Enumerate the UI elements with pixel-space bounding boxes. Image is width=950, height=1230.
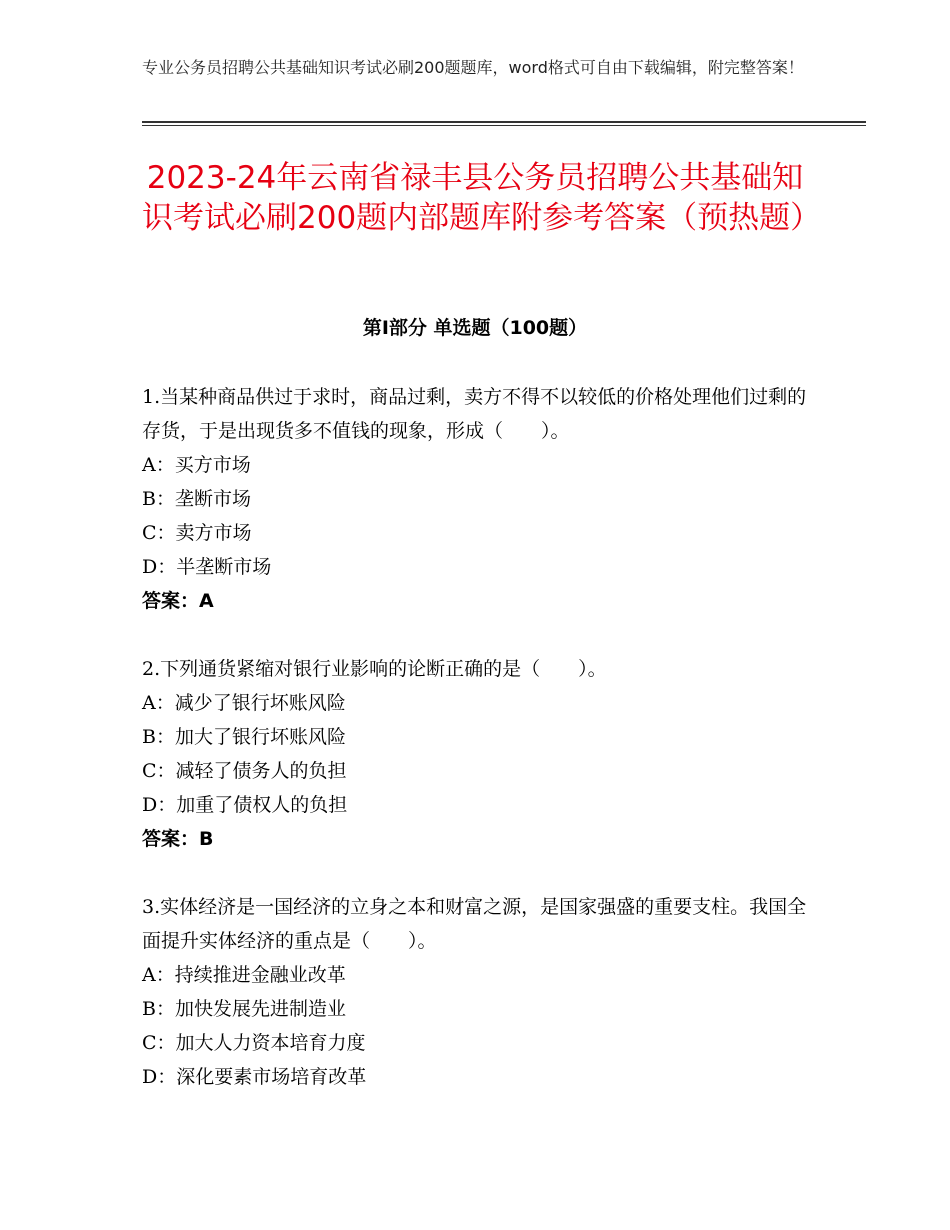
- question-1: [142, 380, 808, 618]
- option-c: C：减轻了债务人的负担: [142, 760, 347, 782]
- header-divider-thin: [142, 125, 866, 126]
- header-note: 专业公务员招聘公共基础知识考试必刷200题题库，word格式可自由下载编辑，附完整答案！: [142, 58, 804, 77]
- option-d: D：深化要素市场培育改革: [142, 1066, 367, 1088]
- question-stem: 3.实体经济是一国经济的立身之本和财富之源，是国家强盛的重要支柱。我国全面提升实体经济的重点是（ ）。: [142, 896, 807, 952]
- document-title: 2023-24年云南省禄丰县公务员招聘公共基础知识考试必刷200题内部题库附参考答案（预热题）: [142, 160, 822, 236]
- option-b: B：加大了银行坏账风险: [142, 726, 346, 748]
- question-stem: 2.下列通货紧缩对银行业影响的论断正确的是（ ）。: [142, 658, 607, 680]
- option-a: A：减少了银行坏账风险: [142, 692, 346, 714]
- option-d: D：加重了债权人的负担: [142, 794, 348, 816]
- question-3: [142, 890, 808, 1094]
- option-c: C：卖方市场: [142, 522, 252, 544]
- option-b: B：加快发展先进制造业: [142, 998, 346, 1020]
- answer-line: 答案：B: [142, 828, 214, 850]
- section-title: 第Ⅰ部分 单选题（100题）: [362, 317, 588, 339]
- question-stem: 1.当某种商品供过于求时，商品过剩，卖方不得不以较低的价格处理他们过剩的存货，于是出现货多不值钱的现象，形成（ ）。: [142, 386, 807, 442]
- option-d: D：半垄断市场: [142, 556, 272, 578]
- option-c: C：加大人力资本培育力度: [142, 1032, 366, 1054]
- header-divider-thick: [142, 121, 866, 123]
- option-b: B：垄断市场: [142, 488, 251, 510]
- question-list: [142, 380, 808, 1128]
- answer-line: 答案：A: [142, 590, 214, 612]
- option-a: A：持续推进金融业改革: [142, 964, 346, 986]
- option-a: A：买方市场: [142, 454, 251, 476]
- question-2: [142, 652, 808, 856]
